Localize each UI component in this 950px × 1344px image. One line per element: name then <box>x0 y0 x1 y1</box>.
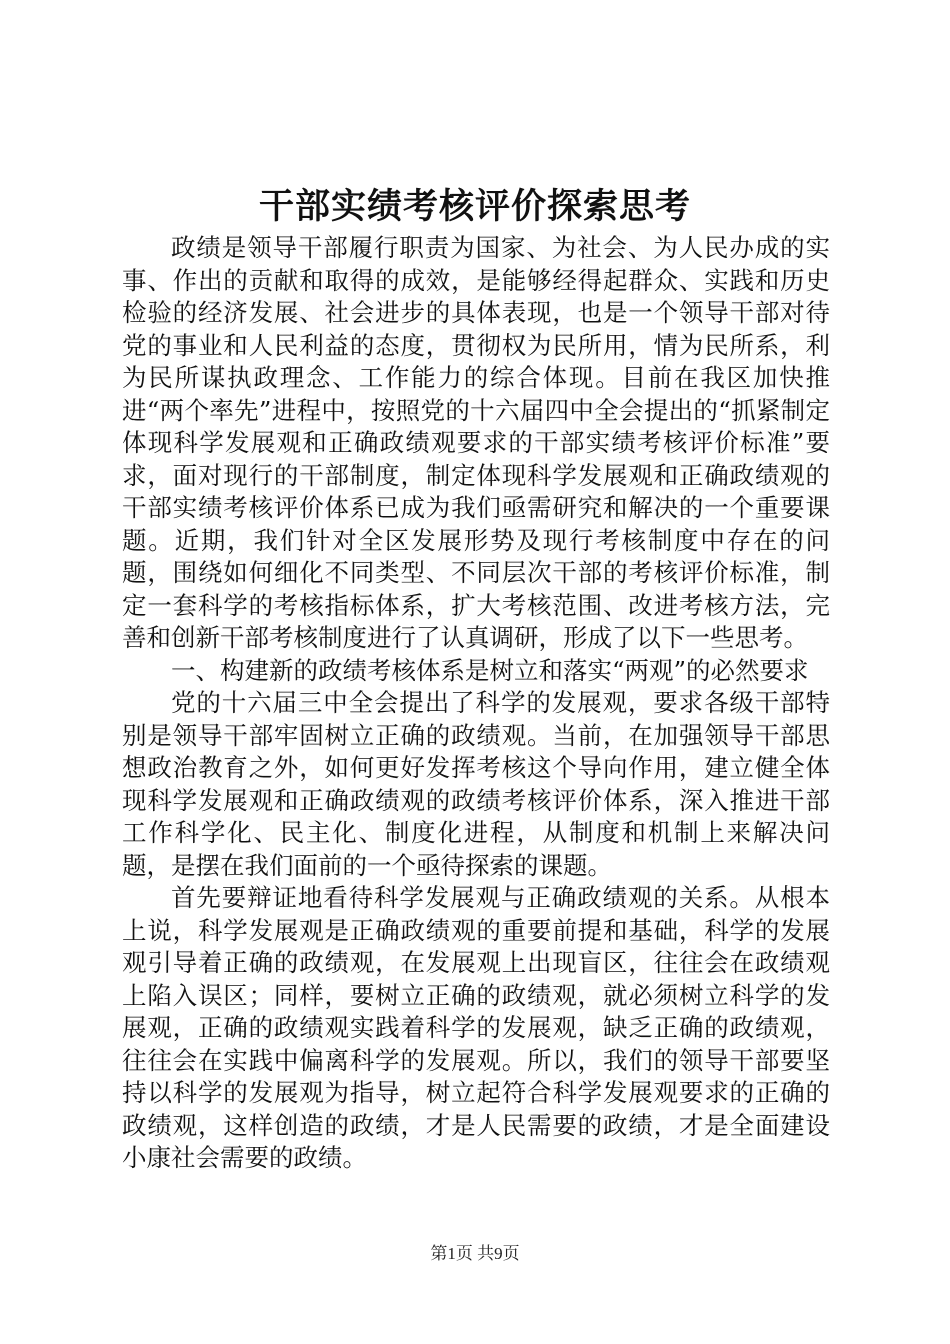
page-footer: 第1页 共9页 <box>430 1244 520 1263</box>
document-body <box>122 232 830 1175</box>
section-heading-1: 一、构建新的政绩考核体系是树立和落实“两观”的必然要求 <box>171 655 809 685</box>
document-title: 干部实绩考核评价探索思考 <box>258 186 691 227</box>
paragraph-section-1: 党的十六届三中全会提出了科学的发展观，要求各级干部特别是领导干部牢固树立正确的政绩观。当前，在加强领导干部思想政治教育之外，如何更好发挥考核这个导向作用，建立健全体现科学发展观和正确政绩观的政绩考核评价体系，深入推进干部工作科学化、民主化、制度化进程，从制度和机制上来解决问题，是摆在我们面前的一个亟待探索的课题。 <box>122 688 830 880</box>
paragraph-intro: 政绩是领导干部履行职责为国家、为社会、为人民办成的实事、作出的贡献和取得的成效，是能够经得起群众、实践和历史检验的经济发展、社会进步的具体表现，也是一个领导干部对待党的事业和人民利益的态度，贯彻权为民所用，情为民所系，利为民所谋执政理念、工作能力的综合体现。目前在我区加快推进“两个率先”进程中，按照党的十六届四中全会提出的“抓紧制定体现科学发展观和正确政绩观要求的干部实绩考核评价标准”要求，面对现行的干部制度，制定体现科学发展观和正确政绩观的干部实绩考核评价体系已成为我们亟需研究和解决的一个重要课题。近期，我们针对全区发展形势及现行考核制度中存在的问题，围绕如何细化不同类型、不同层次干部的考核评价标准，制定一套科学的考核指标体系，扩大考核范围、改进考核方法，完善和创新干部考核制度进行了认真调研，形成了以下一些思考。 <box>122 233 830 652</box>
paragraph-section-1-detail: 首先要辩证地看待科学发展观与正确政绩观的关系。从根本上说，科学发展观是正确政绩观的重要前提和基础，科学的发展观引导着正确的政绩观，在发展观上出现盲区，往往会在政绩观上陷入误区；同样，要树立正确的政绩观，就必须树立科学的发展观，正确的政绩观实践着科学的发展观，缺乏正确的政绩观，往往会在实践中偏离科学的发展观。所以，我们的领导干部要坚持以科学的发展观为指导，树立起符合科学发展观要求的正确的政绩观，这样创造的政绩，才是人民需要的政绩，才是全面建设小康社会需要的政绩。 <box>122 883 830 1172</box>
